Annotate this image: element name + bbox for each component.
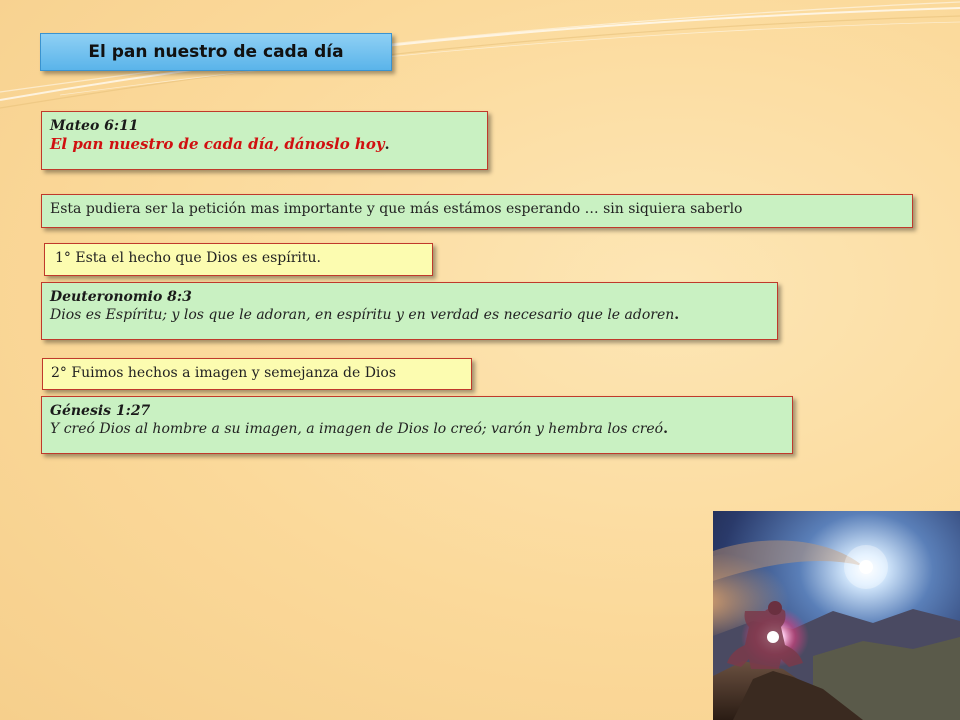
- mateo-verse-period: .: [384, 137, 390, 153]
- genesis-verse-text: Y creó Dios al hombre a su imagen, a imagen de Dios lo creó; varón y hembra los creó: [50, 421, 664, 437]
- deuteronomio-verse-box: [41, 282, 778, 340]
- genesis-verse-box: [41, 396, 793, 454]
- intro-statement-box: [41, 194, 913, 228]
- mateo-reference: Mateo 6:11: [50, 118, 139, 134]
- mateo-verse-box: [41, 111, 488, 170]
- mateo-verse-text: El pan nuestro de cada día, dánoslo hoy: [50, 135, 385, 153]
- deuteronomio-verse-text: Dios es Espíritu; y los que le adoran, en espíritu y en verdad es necesario que le adoren: [50, 307, 675, 323]
- genesis-reference: Génesis 1:27: [50, 403, 151, 419]
- deuteronomio-verse-period: .: [674, 307, 680, 323]
- point2-box: [42, 358, 472, 390]
- slide-title: El pan nuestro de cada día: [40, 33, 392, 71]
- intro-statement-text: Esta pudiera ser la petición mas importante y que más estámos esperando … sin siquiera saberlo: [50, 201, 743, 217]
- point1-text: 1° Esta el hecho que Dios es espíritu.: [55, 250, 322, 266]
- point2-text: 2° Fuimos hechos a imagen y semejanza de Dios: [51, 365, 397, 381]
- point1-box: [44, 243, 433, 276]
- meditation-photo: [713, 511, 960, 720]
- genesis-verse-period: .: [663, 421, 668, 437]
- deuteronomio-reference: Deuteronomio 8:3: [50, 289, 192, 305]
